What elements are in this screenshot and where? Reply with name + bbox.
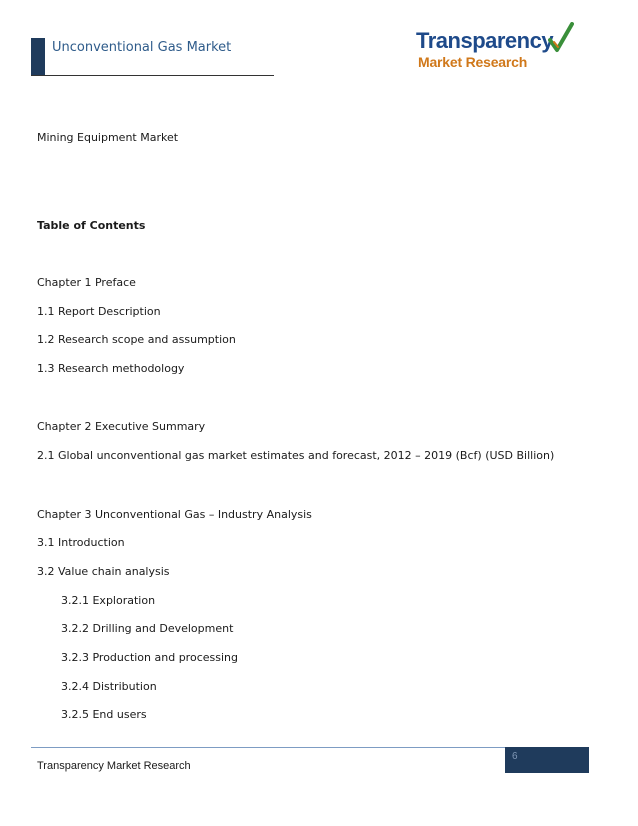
toc-heading: Table of Contents	[37, 219, 146, 232]
toc-entry-3-2: 3.2 Value chain analysis	[37, 565, 170, 578]
toc-entry-1-2: 1.2 Research scope and assumption	[37, 333, 236, 346]
toc-entry-3-1: 3.1 Introduction	[37, 536, 125, 549]
toc-entry-3-2-2: 3.2.2 Drilling and Development	[61, 622, 234, 635]
toc-entry-chapter-3: Chapter 3 Unconventional Gas – Industry Analysis	[37, 508, 312, 521]
toc-entry-3-2-3: 3.2.3 Production and processing	[61, 651, 238, 664]
toc-entry-chapter-1: Chapter 1 Preface	[37, 276, 136, 289]
footer-text: Transparency Market Research	[37, 760, 191, 772]
toc-entry-1-1: 1.1 Report Description	[37, 305, 161, 318]
subject-line: Mining Equipment Market	[37, 131, 179, 144]
toc-entry-3-2-5: 3.2.5 End users	[61, 708, 147, 721]
toc-entry-2-1: 2.1 Global unconventional gas market estimates and forecast, 2012 – 2019 (Bcf) (USD Billion)	[37, 449, 555, 462]
toc-entry-chapter-2: Chapter 2 Executive Summary	[37, 420, 206, 433]
check-swoosh-icon	[548, 22, 574, 56]
logo-line1: Transparency	[416, 28, 554, 53]
toc-entry-1-3: 1.3 Research methodology	[37, 362, 185, 375]
page-number: 6	[512, 751, 518, 762]
page-number-box	[505, 747, 589, 773]
toc-entry-3-2-4: 3.2.4 Distribution	[61, 680, 157, 693]
header-divider	[31, 75, 274, 76]
logo-line2: Market Research	[418, 54, 528, 70]
logo	[416, 22, 576, 72]
toc-entry-3-2-1: 3.2.1 Exploration	[61, 594, 156, 607]
header-accent-bar	[31, 38, 45, 76]
header-title: Unconventional Gas Market	[52, 40, 232, 55]
